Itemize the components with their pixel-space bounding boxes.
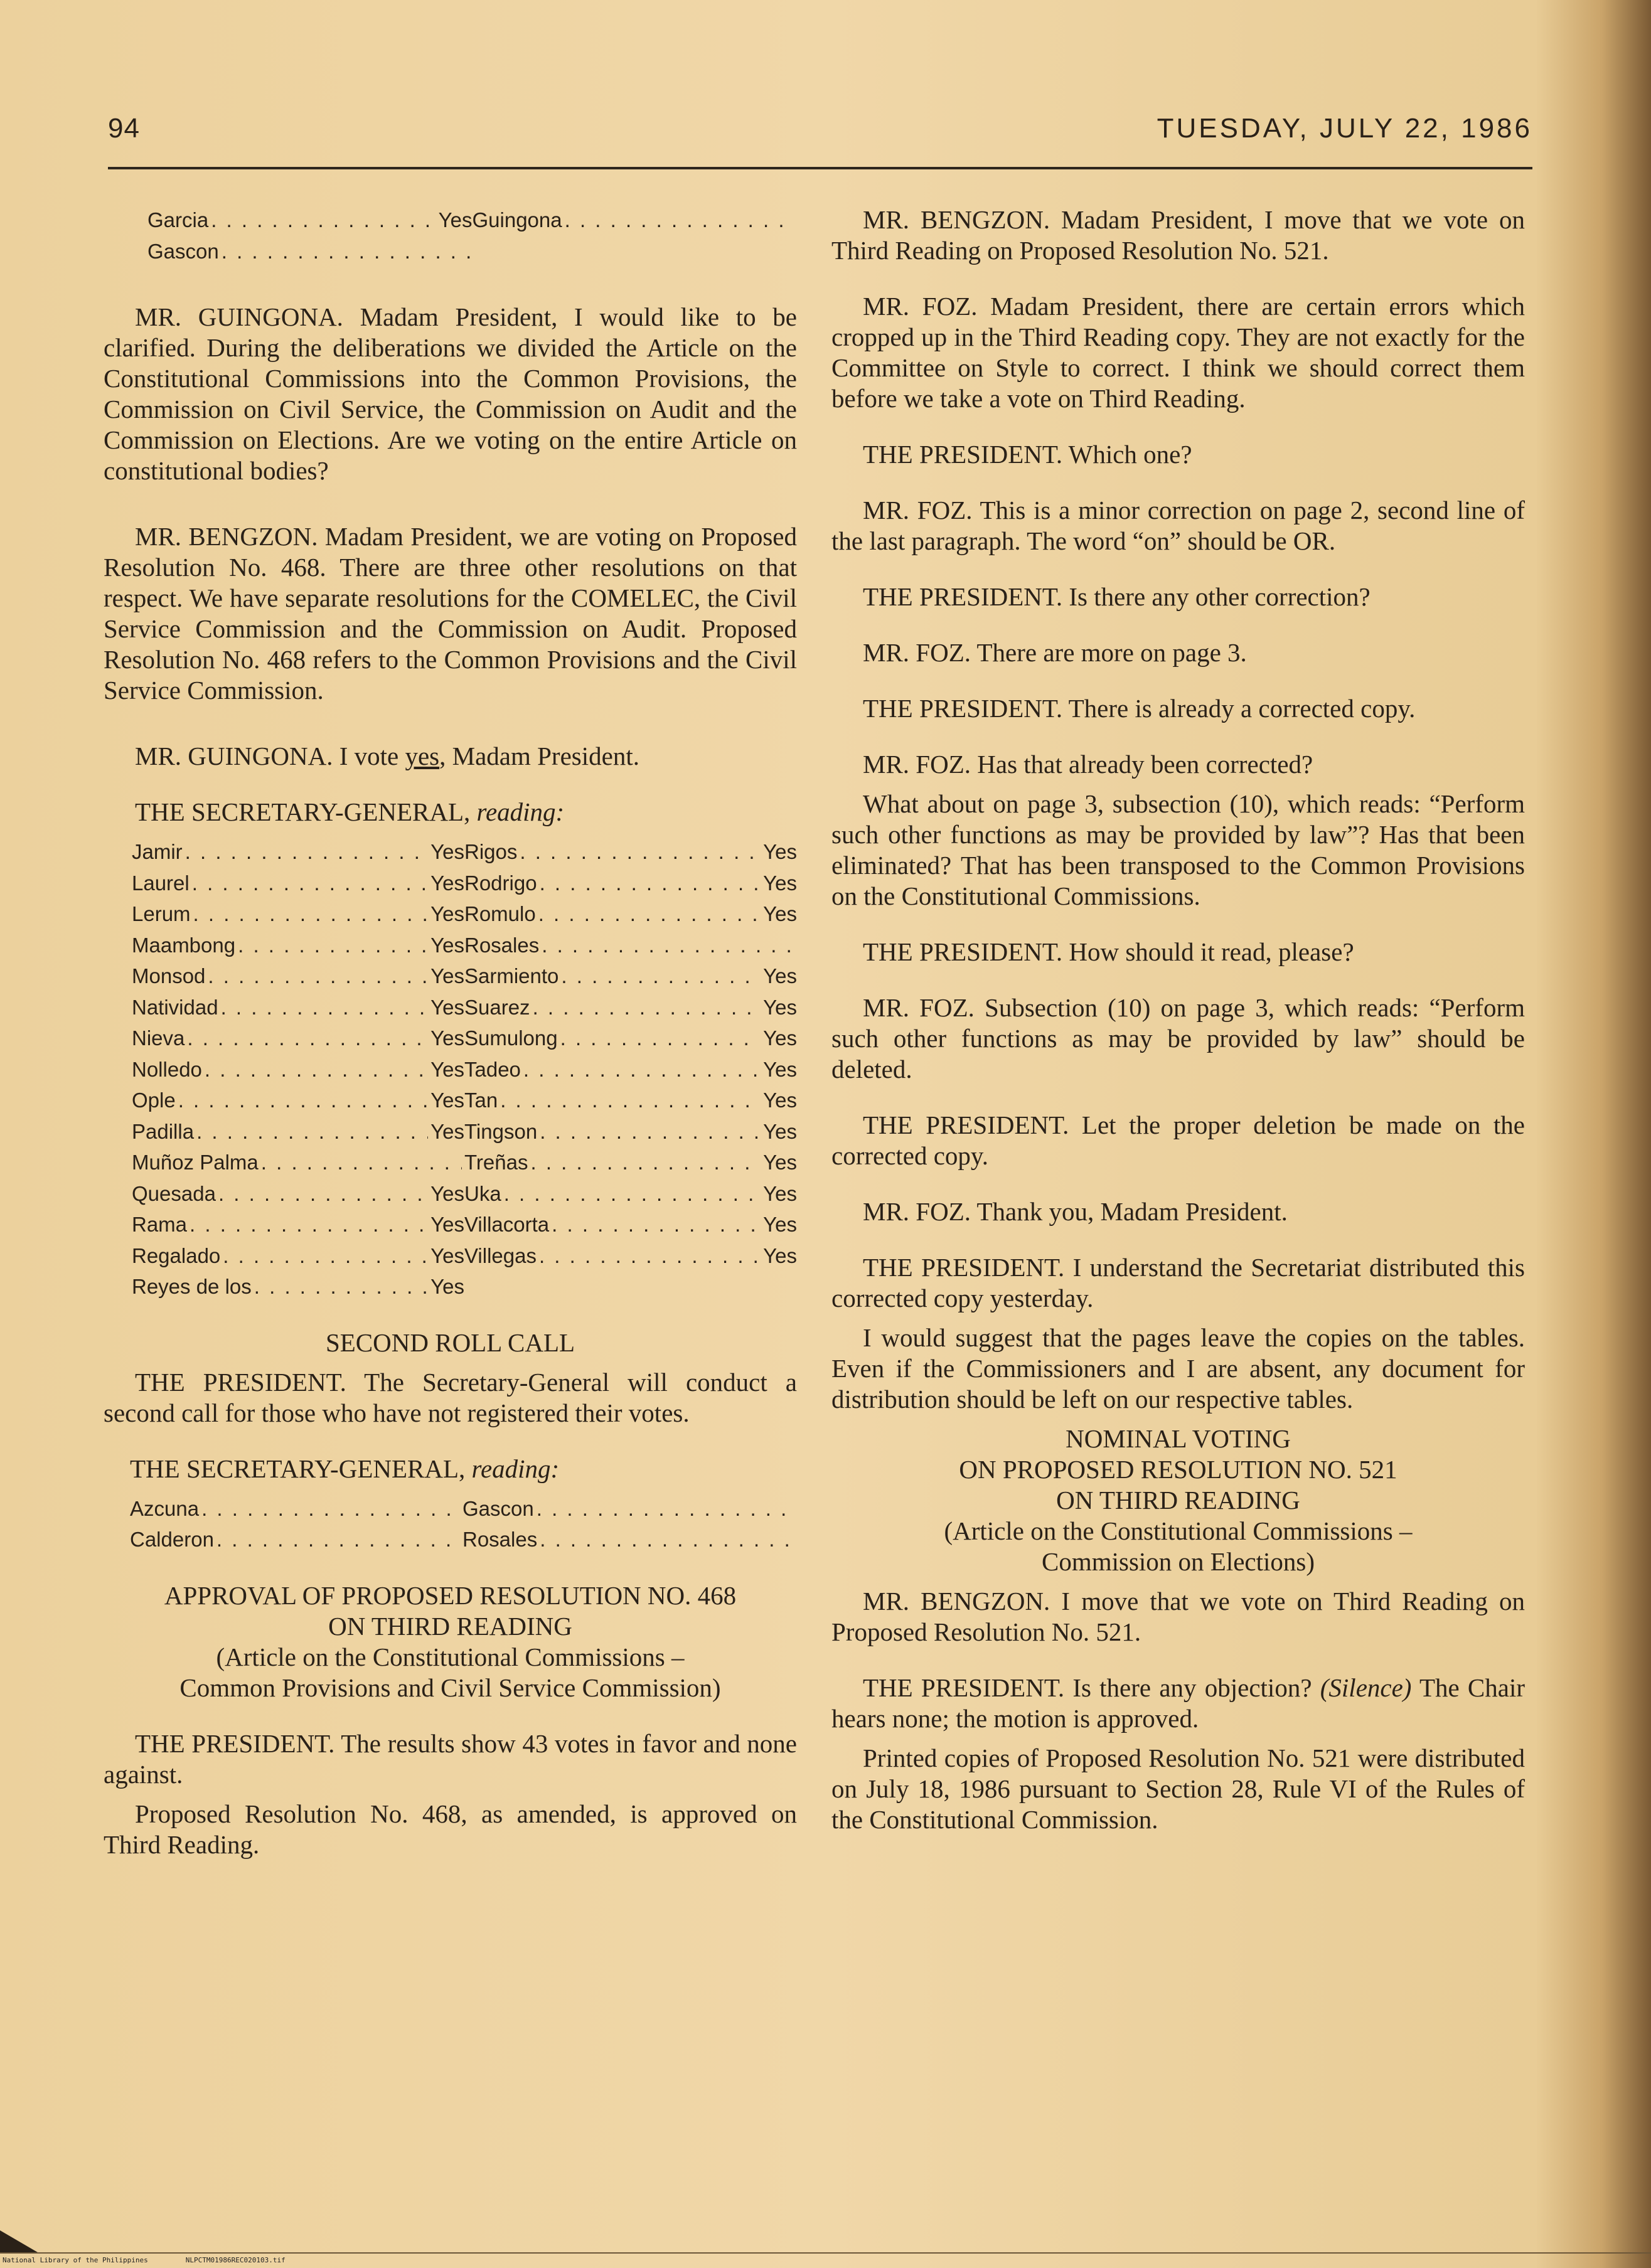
vote-entry bbox=[473, 205, 798, 236]
vote-value: Yes bbox=[763, 1057, 797, 1081]
page-header bbox=[108, 113, 1532, 157]
paragraph: Proposed Resolution No. 468, as amended, is approved on Third Reading. bbox=[104, 1799, 797, 1859]
vote-value: Yes bbox=[430, 964, 464, 988]
vote-entry bbox=[132, 1023, 464, 1054]
member-name: Rosales bbox=[464, 933, 540, 957]
nominal-voting-heading: NOMINAL VOTING ON PROPOSED RESOLUTION NO. 521 ON THIRD READING (Article on the Constitutional Commissions – Commission on Elections) bbox=[944, 1424, 1413, 1576]
vote-entry bbox=[132, 1209, 464, 1240]
paragraph: MR. FOZ. Subsection (10) on page 3, which reads: “Perform such other functions as may be provided by law” should be deleted. bbox=[831, 993, 1525, 1083]
vote-entry bbox=[132, 1271, 464, 1302]
vote-entry bbox=[132, 1178, 464, 1210]
member-name: Gascon bbox=[147, 239, 219, 263]
paragraph: Printed copies of Proposed Resolution No. 521 were distributed on July 18, 1986 pursuant to Section 28, Rule VI of the Rules of the Constitutional Commission. bbox=[831, 1744, 1525, 1834]
paragraph: THE PRESIDENT. The results show 43 votes in favor and none against. bbox=[104, 1728, 797, 1789]
vote-row bbox=[132, 1271, 797, 1302]
member-name: Gascon bbox=[462, 1496, 534, 1520]
dot-leader bbox=[218, 1178, 428, 1210]
member-name: Maambong bbox=[132, 933, 236, 957]
vote-value: Yes bbox=[763, 1089, 797, 1112]
vote-row bbox=[130, 1524, 797, 1555]
member-name: Reyes de los bbox=[132, 1275, 252, 1298]
paragraph: MR. GUINGONA. Madam President, I would like to be clarified. During the deliberations we divided the Article on the Constitutional Commissions into the Common Provisions, the Commission on Civil Service, the Commission on Audit and the Commission on Elections. Are we voting on the entire Article on constitutional bodies? bbox=[104, 302, 797, 485]
vote-row bbox=[132, 1147, 797, 1178]
header-rule bbox=[108, 167, 1532, 169]
paragraph: THE PRESIDENT. Is there any objection? (Silence) The Chair hears none; the motion is approved. bbox=[831, 1673, 1525, 1733]
page-number: 94 bbox=[108, 113, 140, 144]
vote-entry bbox=[464, 1023, 797, 1054]
member-name: Monsod bbox=[132, 964, 206, 988]
vote-list bbox=[104, 836, 797, 1302]
vote-row bbox=[132, 836, 797, 868]
vote-entry bbox=[464, 1178, 797, 1210]
member-name: Padilla bbox=[132, 1119, 195, 1143]
vote-row bbox=[132, 1116, 797, 1147]
underlined-vote: yes bbox=[405, 742, 440, 770]
dot-leader bbox=[208, 961, 428, 992]
dot-leader bbox=[222, 236, 470, 267]
dot-leader bbox=[187, 1023, 428, 1054]
paragraph: MR. FOZ. Has that already been corrected? bbox=[863, 750, 1313, 779]
vote-row bbox=[147, 236, 797, 267]
paragraph: THE PRESIDENT. Let the proper deletion be made on the corrected copy. bbox=[831, 1110, 1525, 1170]
section-heading: SECOND ROLL CALL bbox=[325, 1328, 575, 1357]
vote-entry bbox=[132, 961, 464, 992]
member-name: Quesada bbox=[132, 1181, 216, 1205]
left-column bbox=[104, 205, 797, 1860]
vote-row bbox=[132, 1240, 797, 1272]
vote-entry bbox=[132, 1116, 464, 1147]
vote-entry bbox=[464, 868, 797, 899]
vote-row bbox=[132, 1178, 797, 1210]
vote-value: Yes bbox=[430, 1089, 464, 1112]
vote-entry bbox=[473, 236, 798, 267]
member-name: Laurel bbox=[132, 871, 190, 895]
vote-entry bbox=[132, 836, 464, 868]
vote-row bbox=[132, 992, 797, 1023]
vote-entry bbox=[132, 898, 464, 930]
paragraph: THE PRESIDENT. The Secretary-General will conduct a second call for those who have not registered their votes. bbox=[104, 1367, 797, 1427]
vote-entry bbox=[464, 961, 797, 992]
vote-value: Yes bbox=[763, 995, 797, 1019]
dot-leader bbox=[561, 961, 761, 992]
dot-leader bbox=[211, 205, 435, 236]
dot-leader bbox=[192, 868, 428, 899]
dot-leader bbox=[540, 1524, 793, 1555]
vote-value: Yes bbox=[430, 1119, 464, 1143]
vote-row bbox=[130, 1493, 797, 1525]
member-name: Treñas bbox=[464, 1151, 528, 1174]
vote-value: Yes bbox=[763, 1026, 797, 1050]
vote-value: Yes bbox=[430, 995, 464, 1019]
dot-leader bbox=[185, 836, 428, 868]
header-date: TUESDAY, JULY 22, 1986 bbox=[1157, 113, 1532, 144]
member-name: Villegas bbox=[464, 1243, 537, 1267]
dot-leader bbox=[178, 1085, 428, 1116]
vote-entry bbox=[132, 992, 464, 1023]
vote-row bbox=[132, 868, 797, 899]
scan-footer: National Library of the Philippines NLPCTM01986REC020103.tif bbox=[3, 2256, 286, 2264]
member-name: Tadeo bbox=[464, 1057, 521, 1081]
member-name: Garcia bbox=[147, 208, 209, 232]
member-name: Calderon bbox=[130, 1528, 214, 1551]
member-name: Lerum bbox=[132, 902, 191, 925]
paragraph: MR. GUINGONA. I vote yes, Madam President. bbox=[135, 742, 639, 770]
vote-entry bbox=[132, 930, 464, 961]
vote-entry bbox=[464, 898, 797, 930]
vote-value: Yes bbox=[430, 902, 464, 925]
dot-leader bbox=[223, 1240, 428, 1272]
member-name: Jamir bbox=[132, 840, 183, 863]
dot-leader bbox=[539, 1240, 761, 1272]
vote-row bbox=[132, 1209, 797, 1240]
member-name: Tan bbox=[464, 1089, 498, 1112]
paragraph: THE PRESIDENT. Which one? bbox=[863, 440, 1192, 469]
paragraph: I would suggest that the pages leave the copies on the tables. Even if the Commissioners and I are absent, any document for distribution should be left on our respective tables. bbox=[831, 1323, 1525, 1414]
dot-leader bbox=[537, 1493, 793, 1525]
vote-entry bbox=[464, 1085, 797, 1116]
dot-leader bbox=[261, 1147, 462, 1178]
member-name: Nolledo bbox=[132, 1057, 202, 1081]
vote-row bbox=[132, 1085, 797, 1116]
paragraph: MR. FOZ. This is a minor correction on page 2, second line of the last paragraph. The word “on” should be OR. bbox=[831, 496, 1525, 555]
member-name: Muñoz Palma bbox=[132, 1151, 259, 1174]
vote-value: Yes bbox=[763, 840, 797, 863]
vote-value: Yes bbox=[763, 902, 797, 925]
member-name: Natividad bbox=[132, 995, 218, 1019]
vote-entry bbox=[464, 1054, 797, 1085]
approval-heading: APPROVAL OF PROPOSED RESOLUTION NO. 468 ON THIRD READING (Article on the Constitutional Commissions – Common Provisions and Civil Service Commission) bbox=[164, 1580, 737, 1702]
dot-leader bbox=[565, 205, 794, 236]
member-name: Uka bbox=[464, 1181, 501, 1205]
vote-row bbox=[132, 930, 797, 961]
vote-entry bbox=[464, 1271, 797, 1302]
paragraph: MR. BENGZON. Madam President, I move that we vote on Third Reading on Proposed Resolution No. 521. bbox=[831, 205, 1525, 265]
dot-leader bbox=[542, 930, 794, 961]
vote-entry bbox=[132, 868, 464, 899]
vote-value: Yes bbox=[430, 1057, 464, 1081]
vote-entry bbox=[464, 1147, 797, 1178]
vote-value: Yes bbox=[763, 1181, 797, 1205]
paragraph: THE PRESIDENT. How should it read, please? bbox=[863, 937, 1354, 966]
dot-leader bbox=[520, 836, 761, 868]
member-name: Rama bbox=[132, 1213, 188, 1236]
vote-entry bbox=[132, 1147, 464, 1178]
vote-entry bbox=[462, 1524, 795, 1555]
dot-leader bbox=[205, 1054, 428, 1085]
paragraph: THE PRESIDENT. Is there any other correction? bbox=[863, 582, 1370, 611]
dot-leader bbox=[196, 1116, 428, 1147]
member-name: Ople bbox=[132, 1089, 176, 1112]
vote-list-second bbox=[104, 1493, 797, 1555]
vote-entry bbox=[147, 205, 473, 236]
vote-value: Yes bbox=[430, 1026, 464, 1050]
member-name: Rigos bbox=[464, 840, 518, 863]
vote-entry bbox=[462, 1493, 795, 1525]
vote-row bbox=[132, 898, 797, 930]
vote-entry bbox=[147, 236, 473, 267]
member-name: Tingson bbox=[464, 1119, 538, 1143]
vote-value: Yes bbox=[430, 840, 464, 863]
paragraph: MR. FOZ. Thank you, Madam President. bbox=[863, 1197, 1288, 1226]
member-name: Nieva bbox=[132, 1026, 185, 1050]
dot-leader bbox=[530, 1147, 761, 1178]
vote-entry bbox=[132, 1240, 464, 1272]
vote-entry bbox=[132, 1085, 464, 1116]
vote-value: Yes bbox=[430, 1213, 464, 1236]
member-name: Rosales bbox=[462, 1528, 538, 1551]
vote-value: Yes bbox=[763, 964, 797, 988]
member-name: Sarmiento bbox=[464, 964, 559, 988]
dot-leader bbox=[254, 1271, 428, 1302]
vote-value: Yes bbox=[763, 1151, 797, 1174]
vote-value: Yes bbox=[763, 1119, 797, 1143]
scan-border bbox=[0, 2252, 1651, 2254]
vote-entry bbox=[130, 1524, 462, 1555]
vote-entry bbox=[464, 1209, 797, 1240]
dot-leader bbox=[552, 1209, 761, 1240]
dot-leader bbox=[238, 930, 428, 961]
dot-leader bbox=[201, 1493, 460, 1525]
vote-value: Yes bbox=[763, 871, 797, 895]
dot-leader bbox=[190, 1209, 428, 1240]
vote-value: Yes bbox=[430, 871, 464, 895]
dot-leader bbox=[538, 898, 761, 930]
vote-row bbox=[132, 961, 797, 992]
vote-value: Yes bbox=[430, 933, 464, 957]
vote-entry bbox=[464, 1240, 797, 1272]
paragraph: MR. BENGZON. I move that we vote on Third Reading on Proposed Resolution No. 521. bbox=[831, 1587, 1525, 1646]
vote-entry bbox=[464, 1116, 797, 1147]
member-name: Suarez bbox=[464, 995, 530, 1019]
vote-entry bbox=[130, 1493, 462, 1525]
vote-entry bbox=[464, 836, 797, 868]
vote-entry bbox=[464, 930, 797, 961]
dot-leader bbox=[504, 1178, 761, 1210]
right-column bbox=[831, 205, 1525, 1835]
paragraph: MR. FOZ. Madam President, there are certain errors which cropped up in the Third Reading copy. They are not exactly for the Committee on Style to correct. I think we should correct them before we take a vote on Third Reading. bbox=[831, 292, 1525, 413]
dot-leader bbox=[193, 898, 429, 930]
vote-row bbox=[132, 1023, 797, 1054]
dot-leader bbox=[523, 1054, 761, 1085]
vote-value: Yes bbox=[430, 1181, 464, 1205]
vote-entry bbox=[132, 1054, 464, 1085]
vote-value: Yes bbox=[763, 1213, 797, 1236]
secretary-general-heading: THE SECRETARY-GENERAL, reading: bbox=[135, 797, 565, 826]
member-name: Regalado bbox=[132, 1243, 221, 1267]
paragraph: THE PRESIDENT. There is already a corrected copy. bbox=[863, 694, 1416, 723]
dot-leader bbox=[540, 868, 761, 899]
vote-row bbox=[147, 205, 797, 236]
vote-value: Yes bbox=[430, 1243, 464, 1267]
vote-value: Yes bbox=[438, 208, 473, 232]
member-name: Rodrigo bbox=[464, 871, 537, 895]
member-name: Romulo bbox=[464, 902, 536, 925]
member-name: Azcuna bbox=[130, 1496, 200, 1520]
member-name: Villacorta bbox=[464, 1213, 550, 1236]
secretary-general-heading: THE SECRETARY-GENERAL, reading: bbox=[130, 1454, 560, 1483]
vote-entry bbox=[464, 992, 797, 1023]
vote-row bbox=[132, 1054, 797, 1085]
paragraph: MR. BENGZON. Madam President, we are voting on Proposed Resolution No. 468. There are three other resolutions on that respect. We have separate resolutions for the COMELEC, the Civil Service Commission and the Commission on Audit. Proposed Resolution No. 468 refers to the Common Provisions and the Civil Service Commission. bbox=[104, 522, 797, 705]
paragraph: MR. FOZ. There are more on page 3. bbox=[863, 638, 1247, 667]
dot-leader bbox=[533, 992, 761, 1023]
dot-leader bbox=[216, 1524, 460, 1555]
vote-value: Yes bbox=[430, 1275, 464, 1298]
corner-mark bbox=[0, 2218, 38, 2252]
dot-leader bbox=[500, 1085, 761, 1116]
vote-list-top bbox=[104, 205, 797, 267]
dot-leader bbox=[540, 1116, 761, 1147]
dot-leader bbox=[221, 992, 429, 1023]
dot-leader bbox=[560, 1023, 761, 1054]
paragraph: What about on page 3, subsection (10), which reads: “Perform such other functions as may be provided by law”? Has that been eliminated? That has been transposed to the Common Provisions on the Constitutional Commissions. bbox=[831, 789, 1525, 910]
vote-value: Yes bbox=[763, 1243, 797, 1267]
member-name: Sumulong bbox=[464, 1026, 558, 1050]
paragraph: THE PRESIDENT. I understand the Secretariat distributed this corrected copy yesterday. bbox=[831, 1253, 1525, 1312]
member-name: Guingona bbox=[472, 208, 562, 232]
